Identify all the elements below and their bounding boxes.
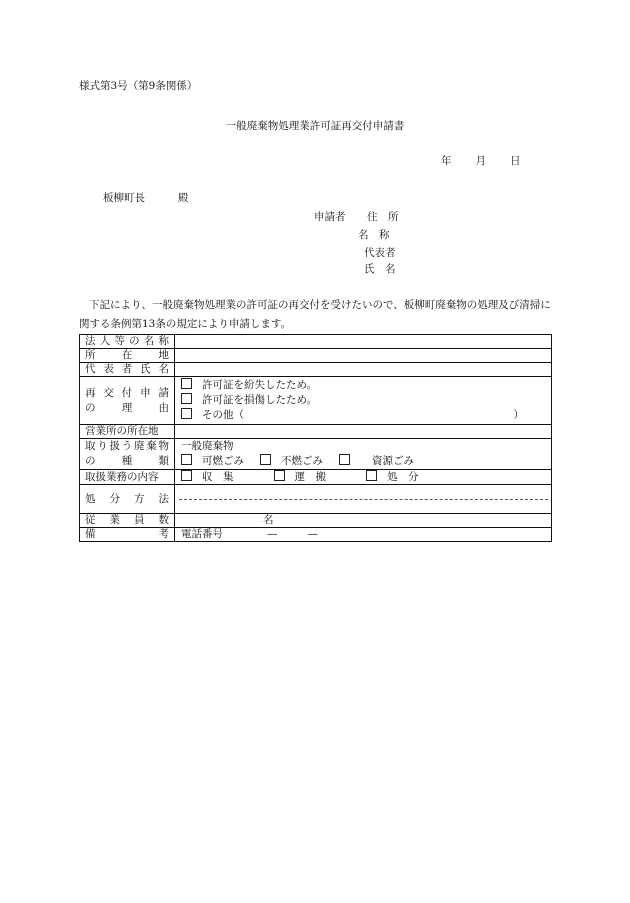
checkbox-icon[interactable] (181, 393, 192, 404)
table-row (80, 439, 552, 470)
checkbox-icon[interactable] (181, 470, 192, 481)
table-row (80, 377, 552, 425)
waste-type-options (175, 439, 552, 470)
checkbox-icon[interactable] (260, 454, 271, 465)
office-location-label: 営業所の所在地 (80, 425, 175, 439)
business-option-dispose[interactable]: 処 分 (387, 471, 419, 483)
waste-checkbox-row (181, 454, 546, 469)
reason-label (80, 377, 175, 425)
business-options (175, 470, 552, 485)
waste-type-label (80, 439, 175, 470)
business-option-collect[interactable]: 収 集 (202, 471, 234, 483)
form-number: 様式第3号（第9条関係） (79, 80, 198, 92)
waste-type-general: 一般廃棄物 (181, 440, 234, 452)
applicant-company-label: 名 称 (358, 229, 390, 241)
phone-label: 電話番号 (181, 528, 223, 540)
rep-name-label: 代表者氏名 (80, 363, 175, 377)
employees-unit: 名 (263, 514, 274, 526)
office-location-field[interactable] (175, 425, 552, 439)
table-row (80, 335, 552, 349)
phone-dash-1: — (267, 528, 278, 540)
disposal-method-label: 処分方法 (80, 485, 175, 514)
checkbox-icon[interactable] (181, 378, 192, 389)
checkbox-icon[interactable] (274, 470, 285, 481)
waste-option-nonburnable[interactable]: 不燃ごみ (281, 455, 323, 467)
phone-dash-2: — (307, 528, 318, 540)
reason-option-other[interactable]: その他（ ） (181, 408, 546, 423)
table-row (80, 363, 552, 377)
table-row (80, 528, 552, 542)
business-option-transport[interactable]: 運 搬 (294, 471, 326, 483)
waste-option-recyclable[interactable]: 資源ごみ (372, 455, 414, 467)
addressee (103, 193, 189, 204)
waste-option-burnable[interactable]: 可燃ごみ (202, 455, 244, 467)
applicant-address-label: 住 所 (367, 211, 399, 223)
reason-other-close: ） (513, 409, 524, 421)
date-year: 年 (441, 155, 452, 167)
checkbox-icon[interactable] (181, 454, 192, 465)
table-row (80, 349, 552, 363)
remarks-label: 備 考 (80, 528, 175, 542)
application-table (79, 334, 552, 542)
dotted-line (179, 499, 548, 500)
rep-name-field[interactable] (175, 363, 552, 377)
body-text: 下記により、一般廃棄物処理業の許可証の再交付を受けたいので、板柳町廃棄物の処理及び清掃に関する条例第13条の規定により申請します。 (79, 299, 551, 330)
document-title: 一般廃棄物処理業許可証再交付申請書 (225, 120, 405, 132)
reason-option-damaged[interactable]: 許可証を損傷したため。 (181, 393, 546, 408)
addressee-honorific: 殿 (178, 192, 189, 204)
waste-label-line2: の 種 類 (85, 455, 169, 467)
applicant-person-label: 氏 名 (364, 263, 396, 275)
reason-option-lost[interactable]: 許可証を紛失したため。 (181, 378, 546, 393)
waste-label-line1: 取り扱う廃棄物 (85, 440, 169, 452)
checkbox-icon[interactable] (366, 470, 377, 481)
applicant-rep-label: 代表者 (364, 247, 396, 259)
location-field[interactable] (175, 349, 552, 363)
date-day: 日 (510, 155, 521, 167)
reason-label-line2: の 理 由 (85, 401, 169, 414)
corp-name-field[interactable] (175, 335, 552, 349)
checkbox-icon[interactable] (339, 454, 350, 465)
location-label: 所 在 地 (80, 349, 175, 363)
table-row (80, 425, 552, 439)
business-content-label: 取扱業務の内容 (80, 470, 175, 485)
checkbox-icon[interactable] (181, 408, 192, 419)
reason-options (175, 377, 552, 425)
applicant-label: 申請者 (314, 211, 346, 223)
addressee-name: 板柳町長 (103, 192, 145, 204)
disposal-method-field[interactable] (175, 485, 552, 514)
corp-name-label: 法人等の名称 (80, 335, 175, 349)
date-month: 月 (475, 155, 486, 167)
employees-field[interactable] (175, 514, 552, 528)
table-row (80, 485, 552, 514)
date-line (441, 156, 531, 167)
table-row (80, 514, 552, 528)
reason-label-line1: 再交付申請 (85, 386, 169, 399)
remarks-field[interactable] (175, 528, 552, 542)
employees-label: 従業員数 (80, 514, 175, 528)
table-row (80, 470, 552, 485)
